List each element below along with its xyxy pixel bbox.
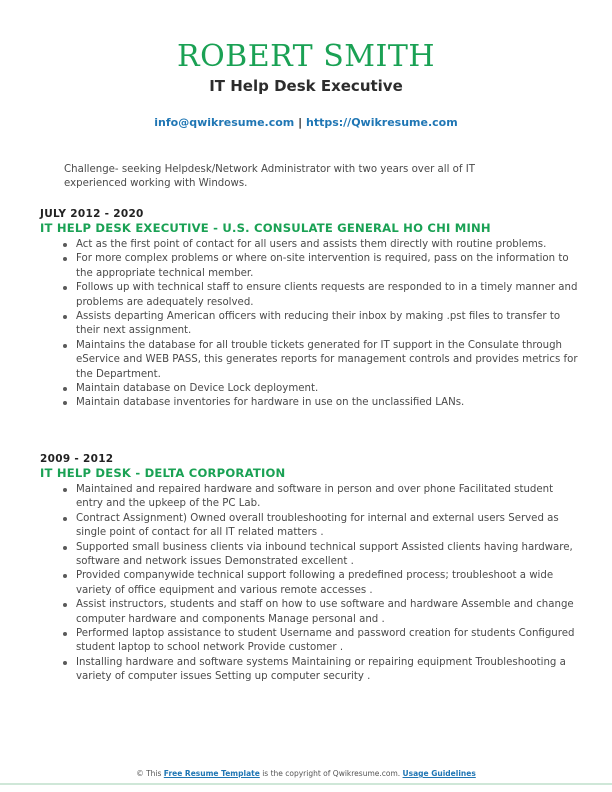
list-item: Contract Assignment) Owned overall troubleshooting for internal and external users Served as single point of contact for all IT related matters . [76, 512, 580, 541]
list-item: Supported small business clients via inbound technical support Assisted clients having hardware, software and network issues Demonstrated excellent . [76, 541, 580, 570]
job-entry-1 [40, 207, 580, 411]
job-role: IT HELP DESK EXECUTIVE - U.S. CONSULATE GENERAL HO CHI MINH [40, 221, 491, 235]
candidate-name: ROBERT SMITH [176, 39, 436, 74]
list-item: Performed laptop assistance to student Username and password creation for students Configured student laptop to school network Provide customer . [76, 627, 580, 656]
list-item: Act as the first point of contact for all users and assists them directly with routine problems. [76, 238, 580, 252]
list-item: Assists departing American officers with reducing their inbox by making .pst files to transfer to their next assignment. [76, 310, 580, 339]
summary-paragraph: Challenge- seeking Helpdesk/Network Administrator with two years over all of IT experienced working with Windows. [64, 164, 475, 189]
list-item: Maintains the database for all trouble tickets generated for IT support in the Consulate through eService and WEB PASS, this generates reports for management controls and provides metrics for the Department. [76, 339, 580, 382]
contact-line [0, 116, 612, 130]
email-link[interactable]: info@qwikresume.com [154, 116, 295, 129]
list-item: Follows up with technical staff to ensure clients requests are responded to in a timely manner and problems are adequately resolved. [76, 281, 580, 310]
list-item: Maintain database on Device Lock deployment. [76, 382, 580, 396]
list-item: Provided companywide technical support following a predefined process; troubleshoot a wide variety of office equipment and various remote accesses . [76, 569, 580, 598]
contact-separator: | [298, 116, 303, 129]
list-item: For more complex problems or where on-site intervention is required, pass on the information to the appropriate technical member. [76, 252, 580, 281]
footer-divider [0, 783, 612, 785]
job-role: IT HELP DESK - DELTA CORPORATION [40, 466, 286, 480]
job-bullets [40, 483, 580, 685]
free-resume-template-link[interactable]: Free Resume Template [163, 769, 260, 778]
job-title: IT Help Desk Executive [209, 77, 403, 95]
job-entry-2 [40, 452, 580, 685]
resume-header [0, 40, 612, 130]
job-dates: JULY 2012 - 2020 [40, 208, 144, 220]
job-dates: 2009 - 2012 [40, 453, 114, 465]
list-item: Installing hardware and software systems Maintaining or repairing equipment Troubleshooting a variety of computer issues Setting up computer security . [76, 656, 580, 685]
list-item: Assist instructors, students and staff on how to use software and hardware Assemble and change computer hardware and components Manage personal and . [76, 598, 580, 627]
footer [0, 769, 612, 779]
job-bullets [40, 238, 580, 411]
website-link[interactable]: https://Qwikresume.com [305, 116, 458, 129]
usage-guidelines-link[interactable]: Usage Guidelines [402, 769, 476, 778]
list-item: Maintained and repaired hardware and software in person and over phone Facilitated student entry and the upkeep of the PC Lab. [76, 483, 580, 512]
footer-copyright: © This [136, 769, 162, 778]
list-item: Maintain database inventories for hardware in use on the unclassified LANs. [76, 396, 580, 410]
footer-copyright-text: is the copyright of Qwikresume.com. [262, 769, 401, 778]
